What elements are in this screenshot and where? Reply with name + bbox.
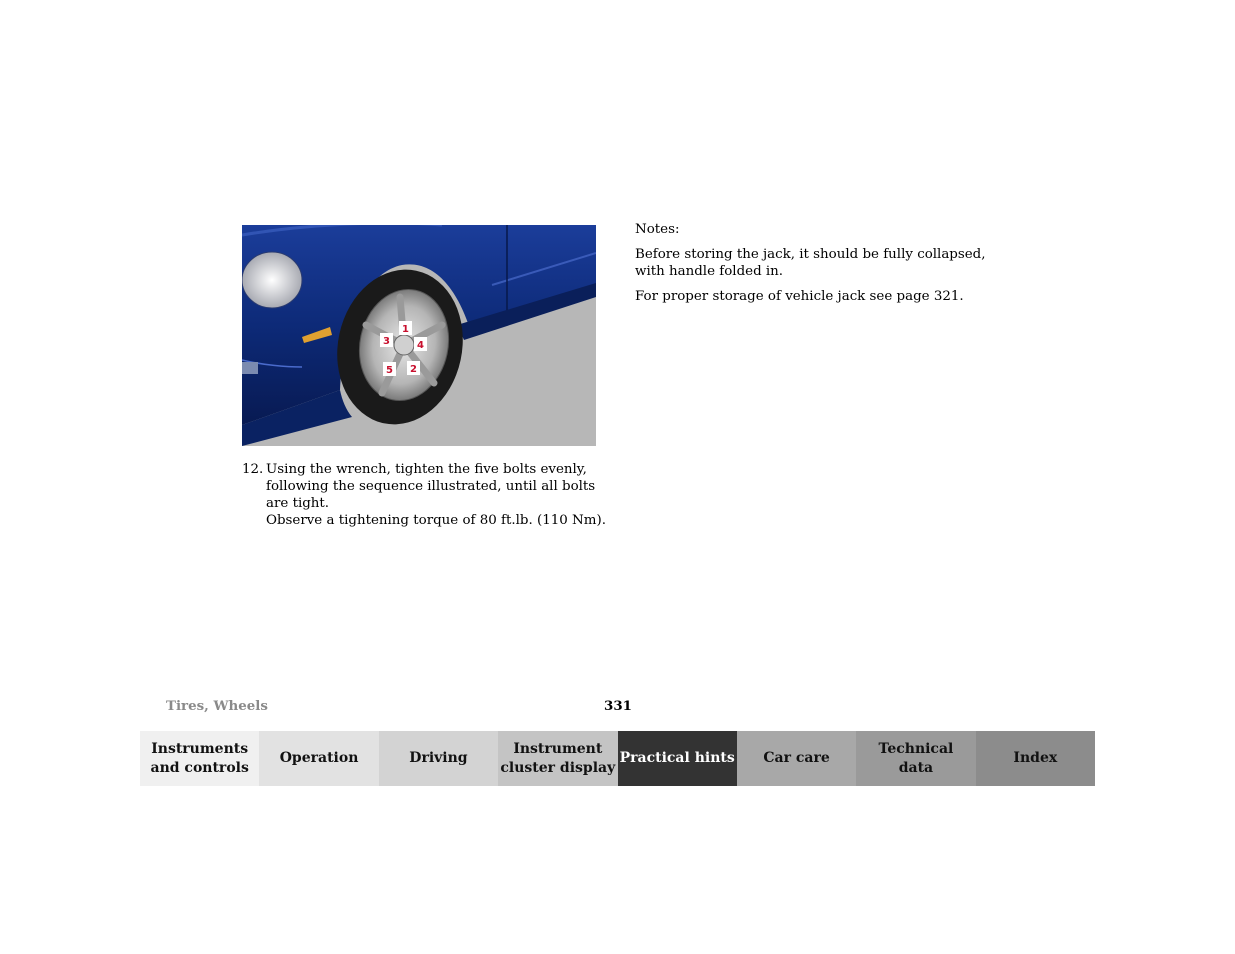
step-number: 12. [242,462,264,477]
note-item: For proper storage of vehicle jack see page 321. [635,289,964,304]
svg-text:2: 2 [410,364,417,375]
section-title: Tires, Wheels [166,698,268,714]
svg-text:3: 3 [383,336,390,347]
svg-text:4: 4 [417,340,424,351]
tab-instrument-cluster-display[interactable]: Instrument cluster display [498,731,617,786]
note-item: Before storing the jack, it should be fully collapsed, with handle folded in. [635,247,986,279]
svg-text:1: 1 [402,324,409,335]
tab-index[interactable]: Index [976,731,1095,786]
tab-driving[interactable]: Driving [379,731,498,786]
tab-car-care[interactable]: Car care [737,731,856,786]
tab-instruments-and-controls[interactable]: Instruments and controls [140,731,259,786]
page-number: 331 [604,698,632,714]
bolt-3-label [380,333,393,347]
step-torque-text: Observe a tightening torque of 80 ft.lb. (110 Nm). [266,513,606,528]
notes-heading: Notes: [635,222,680,237]
wheel-bolt-drawing [242,225,596,446]
instruction-step [242,461,612,529]
tab-practical-hints[interactable]: Practical hints [618,731,737,786]
tab-technical-data[interactable]: Technical data [856,731,975,786]
wheel-bolt-illustration [242,225,596,446]
step-body [266,461,612,529]
bolt-4-label [414,337,427,351]
bolt-5-label [383,362,396,376]
bolt-2-label [407,361,420,375]
chapter-tabs [140,731,1095,786]
tab-operation[interactable]: Operation [259,731,378,786]
bolt-1-label [399,321,412,335]
svg-text:5: 5 [386,365,393,376]
notes-block [635,221,1015,313]
step-text: Using the wrench, tighten the five bolts evenly, following the sequence illustrated, until all bolts are tight. [266,462,596,511]
